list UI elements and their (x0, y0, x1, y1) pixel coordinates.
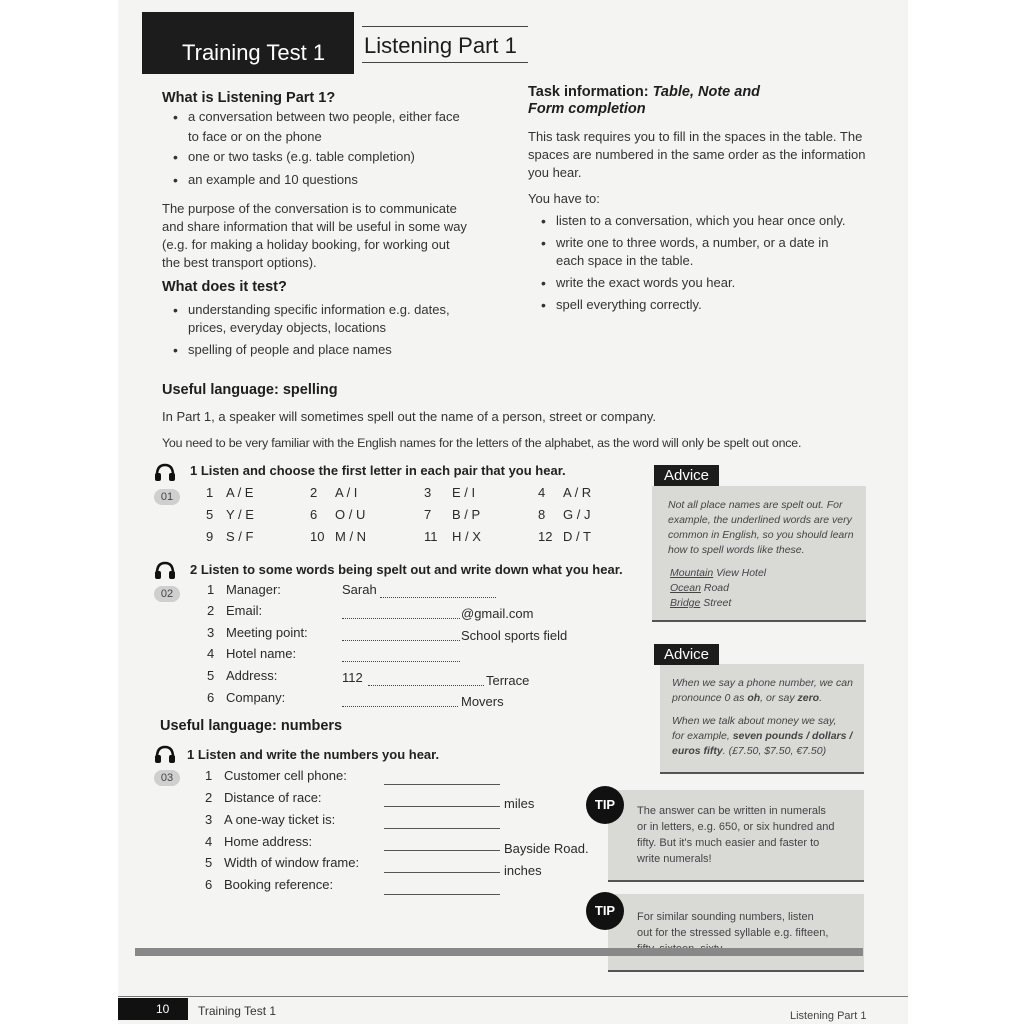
place-underlined: Bridge (670, 597, 701, 609)
place-example (670, 566, 766, 581)
ex1-item-pair: A / R (563, 485, 592, 500)
have-bullet-2-cont: each space in the table. (556, 253, 694, 268)
ex2-item-suffix: @gmail.com (461, 606, 534, 621)
advice1-line: Not all place names are spelt out. For (668, 499, 843, 511)
track-number-03[interactable]: 03 (154, 770, 180, 786)
ex2-item-prefix: Sarah (342, 582, 377, 597)
ex1-item-number: 6 (310, 507, 318, 522)
ex2-item-number: 1 (207, 582, 215, 597)
what-bullet-2: • one or two tasks (e.g. table completion) (188, 148, 415, 166)
ex1-item-number: 11 (424, 529, 438, 544)
num-item-label: Width of window frame: (224, 855, 360, 870)
tip1-line: or in letters, e.g. 650, or six hundred and (637, 821, 835, 833)
tip2-line: For similar sounding numbers, listen (637, 911, 814, 923)
advice2-bold: oh (747, 692, 761, 704)
answer-blank[interactable] (368, 685, 484, 686)
ex1-item-pair: O / U (335, 507, 366, 522)
ex2-item-prefix: 112 (342, 670, 363, 685)
ex2-item-number: 6 (207, 690, 215, 705)
ex1-item-pair: E / I (452, 485, 476, 500)
place-rest: Street (700, 597, 732, 609)
ex1-item-pair: B / P (452, 507, 481, 522)
num-item-suffix: inches (504, 863, 542, 878)
answer-blank[interactable] (384, 850, 500, 851)
what-heading: What is Listening Part 1? (162, 90, 336, 106)
ex1-item-pair: H / X (452, 529, 481, 544)
num-item-label: Customer cell phone: (224, 768, 347, 783)
place-underlined: Ocean (670, 582, 701, 594)
tip-badge: TIP (586, 786, 624, 824)
num-item-number: 2 (205, 790, 213, 805)
answer-blank[interactable] (384, 806, 500, 807)
ex1-item-number: 7 (424, 507, 432, 522)
track-number-02[interactable]: 02 (154, 586, 180, 602)
answer-blank[interactable] (342, 661, 460, 662)
answer-blank[interactable] (384, 784, 500, 785)
ex2-item-suffix: Terrace (486, 673, 530, 688)
advice2-bold: zero (797, 692, 820, 704)
spelling-line-1: In Part 1, a speaker will sometimes spell out the name of a person, street or company. (162, 409, 656, 424)
footer-page-block (118, 998, 188, 1020)
advice-label: Advice (654, 644, 719, 665)
task-heading-a: Task information: (528, 84, 653, 100)
num-item-suffix: miles (504, 796, 535, 811)
bottom-rule (135, 948, 863, 956)
advice2-line (672, 744, 826, 759)
headphones-icon (154, 560, 176, 580)
ex1-item-pair: S / F (226, 529, 254, 544)
num-item-number: 6 (205, 877, 213, 892)
numbers-instruction: 1 Listen and write the numbers you hear. (187, 747, 440, 762)
what-bullet-3: • an example and 10 questions (188, 171, 358, 189)
ex1-item-number: 12 (538, 529, 553, 544)
test-bullet-2: • spelling of people and place names (188, 341, 392, 359)
advice1-line: example, the underlined words are very (668, 514, 852, 526)
answer-blank[interactable] (342, 618, 460, 619)
purpose-line-1: The purpose of the conversation is to communicate (162, 201, 457, 216)
tip-badge: TIP (586, 892, 624, 930)
num-item-suffix: Bayside Road. (504, 841, 589, 856)
num-item-number: 5 (205, 855, 213, 870)
have-bullet-3: • write the exact words you hear. (556, 274, 735, 292)
ex2-item-number: 2 (207, 603, 215, 618)
advice2-line (672, 691, 822, 706)
advice2-bold: seven pounds / dollars / (732, 730, 853, 742)
advice2-line: When we talk about money we say, (672, 715, 837, 727)
advice2-seg: for example, (672, 730, 733, 742)
have-to-label: You have to: (528, 191, 600, 206)
ex2-item-label: Company: (226, 690, 286, 705)
task-heading (528, 84, 760, 100)
ex1-item-pair: A / I (335, 485, 358, 500)
purpose-line-3: (e.g. for making a holiday booking, for working out (162, 237, 450, 252)
test-bullet-1-cont: prices, everyday objects, locations (188, 320, 386, 335)
task-line-1: This task requires you to fill in the spaces in the table. The (528, 129, 863, 144)
advice2-seg: , or say (760, 692, 798, 704)
task-line-3: you hear. (528, 165, 582, 180)
headphones-icon (154, 744, 176, 764)
track-number-01[interactable]: 01 (154, 489, 180, 505)
ex1-item-pair: A / E (226, 485, 254, 500)
advice2-seg: . (£7.50, $7.50, €7.50) (722, 745, 827, 757)
num-item-number: 1 (205, 768, 213, 783)
ex2-item-label: Manager: (226, 582, 281, 597)
answer-blank[interactable] (380, 597, 496, 598)
page-number: 10 (156, 1002, 170, 1016)
place-rest: Road (700, 582, 729, 594)
tip1-line: The answer can be written in numerals (637, 805, 826, 817)
ex2-item-label: Address: (226, 668, 278, 683)
num-item-label: Home address: (224, 834, 313, 849)
tip2-line: out for the stressed syllable e.g. fifteen, (637, 927, 829, 939)
ex1-item-number: 10 (310, 529, 325, 544)
ex2-instruction: 2 Listen to some words being spelt out and write down what you hear. (190, 562, 623, 577)
ex1-item-number: 3 (424, 485, 432, 500)
ex1-item-pair: G / J (563, 507, 591, 522)
test-heading: What does it test? (162, 279, 287, 295)
tip1-line: write numerals! (637, 853, 712, 865)
footer-rule (118, 996, 908, 997)
ex1-item-number: 4 (538, 485, 546, 500)
advice2-line (672, 729, 852, 744)
spelling-heading: Useful language: spelling (162, 382, 338, 398)
ex2-item-label: Meeting point: (226, 625, 308, 640)
what-bullet-1-cont: to face or on the phone (188, 129, 322, 144)
have-bullet-1: • listen to a conversation, which you hear once only. (556, 212, 846, 230)
test-bullet-1: • understanding specific information e.g. dates, (188, 301, 450, 319)
advice2-seg: pronounce 0 as (672, 692, 748, 704)
place-example (670, 596, 731, 611)
place-rest: View Hotel (713, 567, 767, 579)
ex2-item-label: Email: (226, 603, 263, 618)
place-example (670, 581, 729, 596)
ex2-item-suffix: School sports field (461, 628, 568, 643)
place-underlined: Mountain (670, 567, 714, 579)
advice2-line: When we say a phone number, we can (672, 677, 853, 689)
num-item-label: Booking reference: (224, 877, 334, 892)
footer-left-title: Training Test 1 (198, 1004, 277, 1018)
ex2-item-suffix: Movers (461, 694, 504, 709)
num-item-label: Distance of race: (224, 790, 322, 805)
num-item-label: A one-way ticket is: (224, 812, 336, 827)
ex1-item-number: 8 (538, 507, 546, 522)
ex1-item-pair: D / T (563, 529, 591, 544)
task-line-2: spaces are numbered in the same order as the information (528, 147, 866, 162)
test-title: Training Test 1 (182, 40, 326, 65)
tip1-line: fifty. But it's much easier and faster to (637, 837, 820, 849)
ex2-item-number: 4 (207, 646, 215, 661)
ex2-item-label: Hotel name: (226, 646, 297, 661)
header-rule-top (362, 26, 528, 27)
footer-right-title: Listening Part 1 (790, 1010, 867, 1022)
have-bullet-2: • write one to three words, a number, or a date in (556, 234, 828, 252)
answer-blank[interactable] (342, 706, 458, 707)
ex2-item-number: 5 (207, 668, 215, 683)
header-rule-bottom (362, 62, 528, 63)
ex1-item-pair: Y / E (226, 507, 254, 522)
ex2-item-number: 3 (207, 625, 215, 640)
purpose-line-2: and share information that will be useful in some way (162, 219, 467, 234)
advice-label: Advice (654, 465, 719, 486)
num-item-number: 4 (205, 834, 213, 849)
ex1-instruction: 1 Listen and choose the first letter in each pair that you hear. (190, 463, 566, 478)
advice1-line: common in English, so you should learn (668, 529, 854, 541)
ex1-item-number: 2 (310, 485, 318, 500)
purpose-line-4: the best transport options). (162, 255, 317, 270)
advice2-seg: . (819, 692, 823, 704)
headphones-icon (154, 462, 176, 482)
num-item-number: 3 (205, 812, 213, 827)
advice2-bold: euros fifty (672, 745, 723, 757)
answer-blank[interactable] (384, 894, 500, 895)
answer-blank[interactable] (342, 640, 460, 641)
answer-blank[interactable] (384, 872, 500, 873)
what-bullet-1: • a conversation between two people, either face (188, 108, 460, 126)
part-title: Listening Part 1 (364, 33, 517, 58)
answer-blank[interactable] (384, 828, 500, 829)
numbers-heading: Useful language: numbers (160, 718, 343, 734)
spelling-line-2: You need to be very familiar with the English names for the letters of the alphabet, as the word will only be spelt out once. (162, 436, 802, 450)
ex1-item-number: 1 (206, 485, 214, 500)
ex1-item-number: 5 (206, 507, 214, 522)
task-heading-c: Form completion (528, 101, 646, 117)
task-heading-b: Table, Note and (652, 84, 761, 100)
ex1-item-pair: M / N (335, 529, 367, 544)
advice1-line: how to spell words like these. (668, 544, 805, 556)
have-bullet-4: • spell everything correctly. (556, 296, 702, 314)
ex1-item-number: 9 (206, 529, 214, 544)
